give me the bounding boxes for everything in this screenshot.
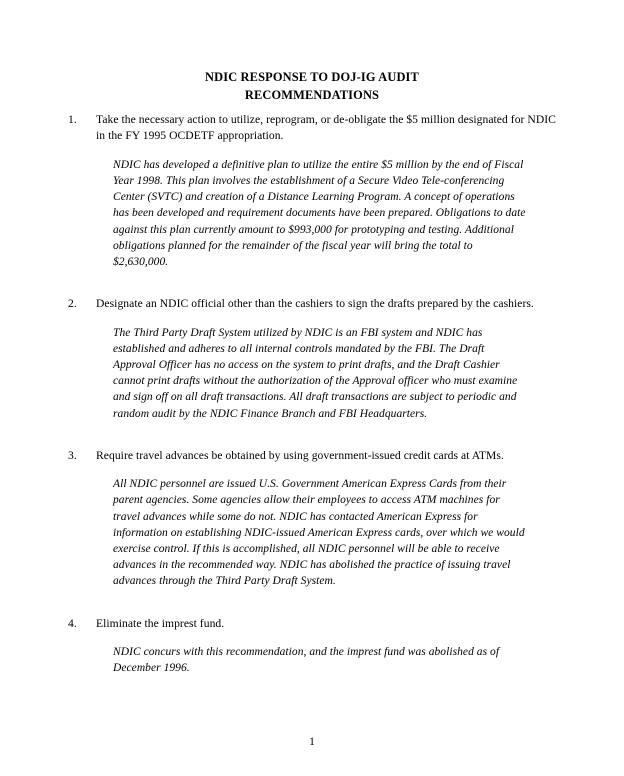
recommendation-response-2: The Third Party Draft System utilized by NDIC is an FBI system and NDIC has established and adheres to all internal controls mandated by the FBI. The Draft Approval Officer has no access on the system to print drafts, and the Draft Cashier cannot print drafts without the authorization of the Approval officer who must examine and sign off on all draft transactions. All draft transactions are subject to periodic and random audit by the NDIC Finance Branch and FBI Headquarters. [113, 326, 518, 420]
recommendation-number-4: 4. [68, 616, 77, 630]
recommendation-text-4: Eliminate the imprest fund. [96, 616, 225, 630]
recommendation-text-2: Designate an NDIC official other than the cashiers to sign the drafts prepared by the cashiers. [96, 297, 534, 311]
document-title [0, 68, 624, 104]
spacer-3 [68, 590, 556, 616]
recommendation-heading-3 [68, 448, 556, 464]
recommendation-heading-4 [68, 616, 556, 632]
recommendation-heading-2 [68, 296, 556, 312]
spacer-1 [68, 270, 556, 296]
document-title-line-1: NDIC RESPONSE TO DOJ-IG AUDIT [205, 70, 419, 84]
recommendation-heading-1 [68, 112, 556, 145]
recommendation-item-1 [68, 112, 556, 296]
recommendation-response-3: All NDIC personnel are issued U.S. Government American Express Cards from their parent agencies. Some agencies allow their employees to access ATM machines for travel advances while some do not. NDIC has contacted American Express for information on establishing NDIC-issued American Express cards, over which we would exercise control. If this is accomplished, all NDIC personnel will be able to receive advances in the recommended way. NDIC has abolished the practice of issuing travel advances through the Third Party Draft System. [113, 478, 525, 588]
recommendation-text-3: Require travel advances be obtained by using government-issued credit cards at ATMs. [96, 448, 504, 462]
recommendation-response-1: NDIC has developed a definitive plan to utilize the entire $5 million by the end of Fiscal Year 1998. This plan involves the establishment of a Secure Video Tele-conferencing Center (SVTC) and creation of a Distance Learning Program. A concept of operations has been developed and requirement documents have been prepared. Obligations to date against this plan currently amount to $993,000 for prototyping and testing. Additional obligations planned for the remainder of the fiscal year will bring the total to $2,630,000. [113, 158, 526, 269]
document-title-line-2: RECOMMENDATIONS [244, 88, 380, 102]
recommendation-item-2 [68, 296, 556, 448]
page-number: 1 [309, 736, 315, 748]
recommendation-number-1: 1. [68, 113, 77, 126]
recommendation-response-4: NDIC concurs with this recommendation, and the imprest fund was abolished as of December 1996. [113, 646, 500, 675]
recommendation-number-3: 3. [68, 448, 77, 462]
recommendation-number-2: 2. [68, 297, 77, 311]
recommendation-item-3 [68, 448, 556, 616]
recommendation-text-1: Take the necessary action to utilize, reprogram, or de-obligate the $5 million designated for NDIC in the FY 1995 OCDETF appropriation. [96, 113, 556, 143]
spacer-2 [68, 422, 556, 448]
recommendation-item-4 [68, 616, 556, 677]
recommendations-list [68, 112, 556, 677]
